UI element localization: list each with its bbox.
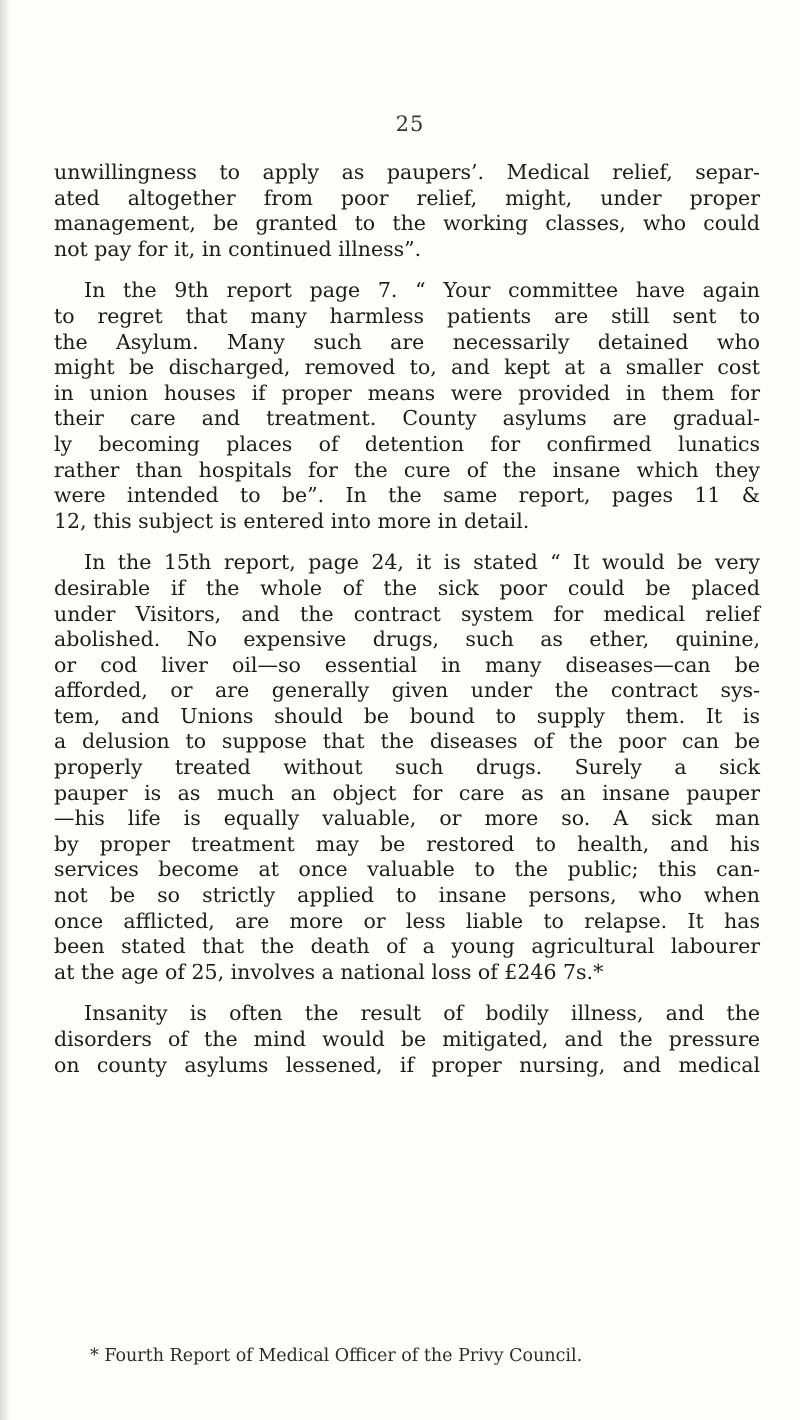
text-line: the Asylum. Many such are necessarily detained who bbox=[54, 329, 760, 354]
text-line: in union houses if proper means were provided in them for bbox=[54, 380, 760, 405]
text-line: Insanity is often the result of bodily illness, and the bbox=[84, 1001, 760, 1026]
text-line: been stated that the death of a young agricultural labourer bbox=[54, 934, 760, 959]
text-line: tem, and Unions should be bound to supply them. It is bbox=[54, 703, 760, 728]
paragraph-4 bbox=[54, 1001, 760, 1078]
text-line: not pay for it, in continued illness”. bbox=[54, 236, 422, 261]
paragraph-2 bbox=[54, 278, 760, 534]
page-number: 25 bbox=[395, 112, 425, 136]
text-line: desirable if the whole of the sick poor could be placed bbox=[54, 575, 760, 600]
text-line: rather than hospitals for the cure of the insane which they bbox=[54, 457, 760, 482]
text-line: afforded, or are generally given under the contract sys- bbox=[54, 678, 760, 703]
text-line: on county asylums lessened, if proper nursing, and medical bbox=[54, 1052, 760, 1077]
text-line: or cod liver oil—so essential in many diseases—can be bbox=[54, 652, 760, 677]
body-text bbox=[54, 160, 760, 1078]
text-line: In the 15th report, page 24, it is stated “ It would be very bbox=[84, 550, 760, 575]
text-line: not be so strictly applied to insane persons, who when bbox=[54, 883, 760, 908]
text-line: unwillingness to apply as paupers’. Medical relief, separ- bbox=[54, 160, 760, 184]
paragraph-1 bbox=[54, 160, 760, 262]
text-line: ated altogether from poor relief, might, under proper bbox=[54, 185, 760, 210]
text-line: ly becoming places of detention for confirmed lunatics bbox=[54, 431, 760, 456]
text-line: under Visitors, and the contract system for medical relief bbox=[54, 601, 760, 626]
text-line: at the age of 25, involves a national loss of £246 7s.* bbox=[54, 959, 604, 984]
text-line: abolished. No expensive drugs, such as ether, quinine, bbox=[54, 627, 760, 652]
page-edge-shadow bbox=[0, 0, 10, 1420]
text-line: by proper treatment may be restored to health, and his bbox=[54, 831, 760, 856]
text-line: —his life is equally valuable, or more so. A sick man bbox=[54, 806, 760, 831]
text-line: might be discharged, removed to, and kept at a smaller cost bbox=[54, 355, 760, 380]
text-line: their care and treatment. County asylums are gradual- bbox=[54, 406, 760, 431]
text-line: management, be granted to the working classes, who could bbox=[54, 211, 760, 236]
footnote: * Fourth Report of Medical Officer of the Privy Council. bbox=[90, 1346, 583, 1366]
text-line: 12, this subject is entered into more in detail. bbox=[54, 508, 530, 533]
text-line: In the 9th report page 7. “ Your committee have again bbox=[84, 278, 760, 303]
text-line: properly treated without such drugs. Surely a sick bbox=[54, 755, 760, 780]
paragraph-3 bbox=[54, 550, 760, 985]
text-line: were intended to be”. In the same report, pages 11 & bbox=[54, 483, 760, 508]
text-line: once afflicted, are more or less liable to relapse. It has bbox=[54, 908, 760, 933]
text-line: disorders of the mind would be mitigated, and the pressure bbox=[54, 1027, 760, 1051]
text-line: to regret that many harmless patients are still sent to bbox=[54, 303, 760, 328]
text-line: services become at once valuable to the public; this can- bbox=[54, 857, 760, 882]
text-line: a delusion to suppose that the diseases of the poor can be bbox=[54, 729, 760, 754]
text-line: pauper is as much an object for care as an insane pauper bbox=[54, 780, 760, 805]
